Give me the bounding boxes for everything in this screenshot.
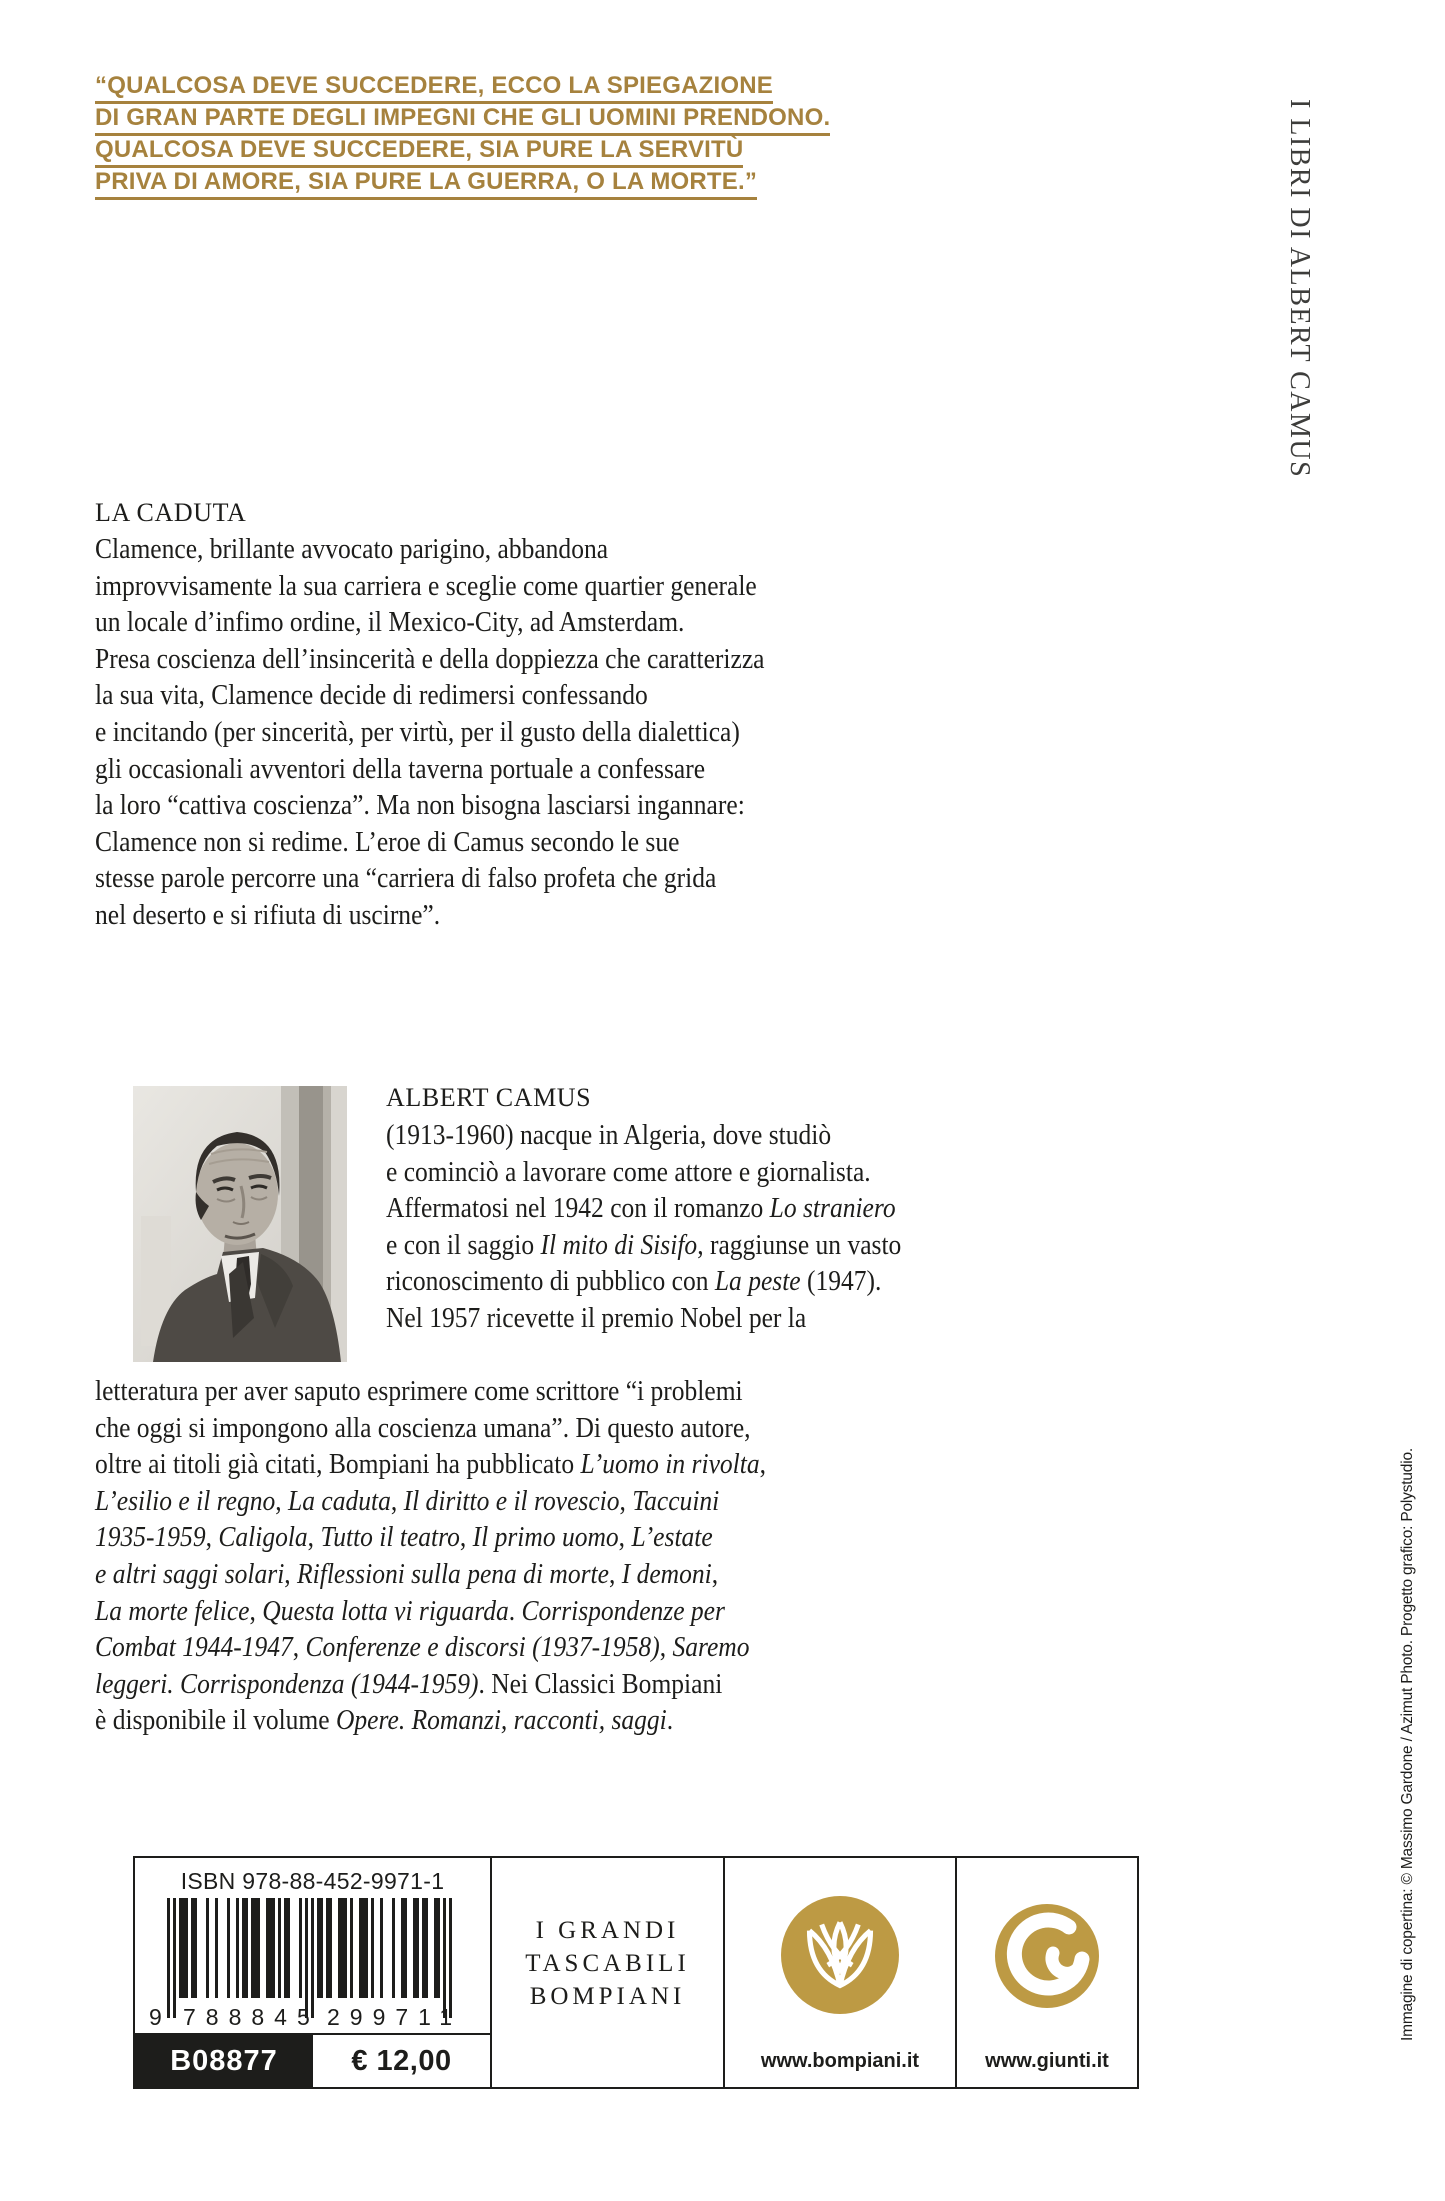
text-line: letteratura per aver saputo esprimere come scrittore “i problemi [95, 1375, 743, 1407]
text-line: PRIVA DI AMORE, SIA PURE LA GUERRA, O LA MORTE.” [95, 170, 830, 200]
text-line: BOMPIANI [529, 1983, 686, 2010]
giunti-swirl-icon [995, 1904, 1099, 2008]
bompiani-box [723, 1856, 957, 2089]
text-line: e altri saggi solari, Riflessioni sulla pena di morte, I demoni, [95, 1557, 719, 1590]
text-line: Nel 1957 ricevette il premio Nobel per la [386, 1301, 807, 1334]
text-line: QUALCOSA DEVE SUCCEDERE, SIA PURE LA SERVITÙ [95, 138, 830, 168]
price: € 12,00 [351, 2044, 452, 2077]
imprint-name [492, 1858, 723, 2087]
text-line: Affermatosi nel 1942 con il romanzo Lo straniero [386, 1192, 896, 1225]
bompiani-flower-icon [781, 1896, 899, 2014]
text-line: la sua vita, Clamence decide di redimersi confessando [95, 679, 648, 712]
barcode-bars [167, 1898, 452, 2020]
text-line: oltre ai titoli già citati, Bompiani ha pubblicato L’uomo in rivolta, [95, 1448, 766, 1481]
bompiani-url: www.bompiani.it [760, 2050, 920, 2072]
text-line: L’esilio e il regno, La caduta, Il diritto e il rovescio, Taccuini [95, 1484, 720, 1517]
text-line: la loro “cattiva coscienza”. Ma non bisogna lasciarsi ingannare: [95, 789, 745, 822]
text-line: La morte felice, Questa lotta vi riguarda. Corrispondenze per [95, 1594, 725, 1627]
author-bio-full-width [95, 1373, 766, 1739]
product-code: B08877 [135, 2035, 313, 2087]
cover-credits: Immagine di copertina: © Massimo Gardone / Azimut Photo. Progetto grafico: Polystudio. [1399, 1448, 1416, 2041]
text-line: è disponibile il volume Opere. Romanzi, racconti, saggi. [95, 1704, 674, 1737]
text-line: Clamence, brillante avvocato parigino, abbandona [95, 533, 609, 565]
isbn-barcode-box [133, 1856, 492, 2089]
code-price-row [135, 2033, 490, 2087]
text-line: 1935-1959, Caligola, Tutto il teatro, Il primo uomo, L’estate [95, 1521, 713, 1554]
text-line: improvvisamente la sua carriera e sceglie come quartier generale [95, 569, 757, 602]
text-line: che oggi si impongono alla coscienza umana”. Di questo autore, [95, 1411, 751, 1444]
barcode-digits [135, 2004, 490, 2032]
book-synopsis [95, 531, 765, 934]
isbn-label: ISBN 978-88-452-9971-1 [180, 1868, 445, 1894]
text-line: un locale d’infimo ordine, il Mexico-City, ad Amsterdam. [95, 606, 685, 639]
bompiani-logo-icon [725, 1896, 955, 2014]
text-line: Presa coscienza dell’insincerità e della doppiezza che caratterizza [95, 642, 765, 675]
spine-title: I LIBRI DI ALBERT CAMUS [1284, 99, 1315, 479]
text-line: leggeri. Corrispondenza (1944-1959). Nei Classici Bompiani [95, 1667, 723, 1700]
giunti-box [955, 1856, 1139, 2089]
author-bio-beside-photo [386, 1117, 901, 1337]
text-line: TASCABILI [525, 1950, 690, 1977]
cover-quote [95, 74, 830, 202]
author-photo [133, 1086, 347, 1362]
text-line: “QUALCOSA DEVE SUCCEDERE, ECCO LA SPIEGAZIONE [95, 74, 830, 104]
author-name: ALBERT CAMUS [386, 1083, 592, 1112]
giunti-logo-icon [957, 1904, 1137, 2008]
barcode-digit-group: 788845 [183, 2004, 320, 2030]
text-line: Clamence non si redime. L’eroe di Camus secondo le sue [95, 825, 680, 858]
text-line: I GRANDI [535, 1917, 680, 1944]
giunti-url: www.giunti.it [985, 2050, 1109, 2072]
text-line: stesse parole percorre una “carriera di falso profeta che grida [95, 862, 717, 895]
text-line: riconoscimento di pubblico con La peste (1947). [386, 1265, 882, 1298]
barcode-digit-group: 299711 [327, 2004, 463, 2030]
text-line: e cominciò a lavorare come attore e giornalista. [386, 1155, 871, 1188]
text-line: gli occasionali avventori della taverna portuale a confessare [95, 752, 706, 785]
text-line: DI GRAN PARTE DEGLI IMPEGNI CHE GLI UOMINI PRENDONO. [95, 106, 830, 136]
text-line: e con il saggio Il mito di Sisifo, raggiunse un vasto [386, 1228, 902, 1261]
text-line: (1913-1960) nacque in Algeria, dove studiò [386, 1119, 832, 1151]
barcode-digit-group: 9 [149, 2004, 172, 2030]
text-line: Combat 1944-1947, Conferenze e discorsi (1937-1958), Saremo [95, 1631, 750, 1664]
text-line: e incitando (per sincerità, per virtù, per il gusto della dialettica) [95, 715, 740, 748]
imprint-box [490, 1856, 725, 2089]
book-title: LA CADUTA [95, 498, 247, 527]
text-line: nel deserto e si rifiuta di uscirne”. [95, 898, 441, 931]
